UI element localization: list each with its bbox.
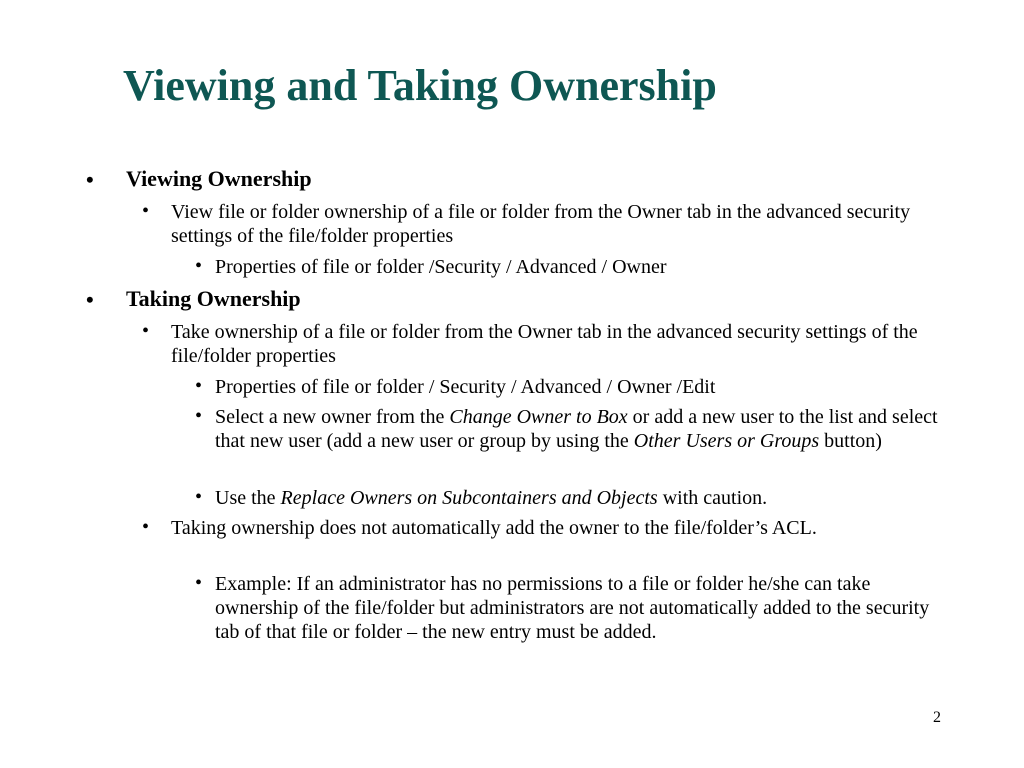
text-run: Select a new owner from the — [215, 406, 450, 428]
list-subitem-select-owner — [215, 405, 945, 453]
text-run: or add a new user to the list and select that new user (add a new user or group by using the — [215, 406, 938, 452]
list-subitem-replace-owners — [215, 486, 945, 510]
list-item-view-ownership: View file or folder ownership of a file or folder from the Owner tab in the advanced security settings of the file/folder properties — [171, 201, 911, 247]
bullet-glyph: • — [86, 167, 94, 192]
emphasis-replace-owners: Replace Owners on Subcontainers and Objects — [280, 487, 658, 509]
page-number: 2 — [933, 709, 941, 726]
text-run: with caution. — [657, 487, 768, 509]
section-heading-taking-ownership: Taking Ownership — [126, 286, 301, 311]
list-subitem-edit-path: Properties of file or folder / Security / Advanced / Owner /Edit — [215, 376, 716, 398]
bullet-glyph: • — [195, 405, 203, 427]
emphasis-other-users-groups: Other Users or Groups — [633, 430, 820, 452]
section-heading-viewing-ownership: Viewing Ownership — [126, 166, 312, 191]
text-run: button) — [819, 430, 882, 452]
emphasis-change-owner-box: Change Owner to Box — [449, 406, 628, 428]
bullet-glyph: • — [195, 255, 203, 277]
text-run: Use the — [215, 487, 281, 509]
bullet-glyph: • — [142, 320, 150, 342]
bullet-glyph: • — [195, 486, 203, 508]
bullet-glyph: • — [142, 200, 150, 222]
list-item-acl-note: Taking ownership does not automatically add the owner to the file/folder’s ACL. — [171, 517, 817, 539]
list-subitem-example: Example: If an administrator has no permissions to a file or folder he/she can take ownership of the file/folder but administrators are not automatically added to the security tab of that file or folder – the new entry must be added. — [215, 573, 930, 643]
bullet-glyph: • — [195, 375, 203, 397]
list-item-take-ownership: Take ownership of a file or folder from the Owner tab in the advanced security settings of the file/folder properties — [171, 321, 918, 367]
bullet-glyph: • — [86, 287, 94, 312]
list-subitem-view-path: Properties of file or folder /Security / Advanced / Owner — [215, 256, 667, 278]
bullet-glyph: • — [142, 516, 150, 538]
bullet-glyph: • — [195, 572, 203, 594]
slide-title: Viewing and Taking Ownership — [123, 61, 717, 110]
